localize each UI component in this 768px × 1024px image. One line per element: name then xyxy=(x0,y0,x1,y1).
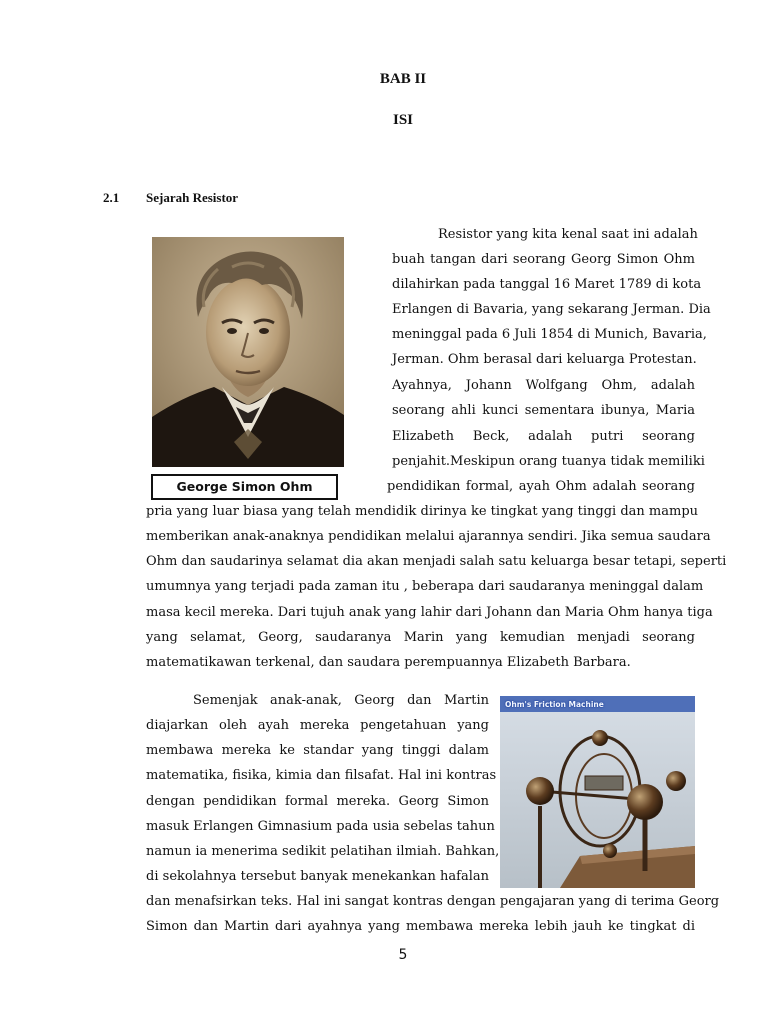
text-line: masa kecil mereka. Dari tujuh anak yang lahir dari Johann dan Maria Ohm hanya tiga xyxy=(146,605,713,620)
text-line: matematika, fisika, kimia dan filsafat. Hal ini kontras xyxy=(146,768,497,783)
text-line: umumnya yang terjadi pada zaman itu , beberapa dari saudaranya meninggal dalam xyxy=(146,579,704,594)
text-line: namun ia menerima sedikit pelatihan ilmiah. Bahkan, xyxy=(146,844,500,859)
friction-machine-photo xyxy=(500,696,695,888)
text-line: Ayahnya, Johann Wolfgang Ohm, adalah xyxy=(392,378,695,393)
text-line: di sekolahnya tersebut banyak menekankan hafalan xyxy=(146,869,489,884)
text-line: matematikawan terkenal, dan saudara perempuannya Elizabeth Barbara. xyxy=(146,655,631,670)
text-line: Ohm dan saudarinya selamat dia akan menjadi salah satu keluarga besar tetapi, seperti xyxy=(146,554,727,569)
chapter-heading: BAB II xyxy=(379,71,427,87)
text-line: penjahit.Meskipun orang tuanya tidak memiliki xyxy=(392,454,705,469)
text-line: dilahirkan pada tanggal 16 Maret 1789 di kota xyxy=(392,277,702,292)
text-line: memberikan anak-anaknya pendidikan melalui ajarannya sendiri. Jika semua saudara xyxy=(146,529,711,544)
machine-photo-label: Ohm's Friction Machine xyxy=(505,700,604,709)
text-line: Resistor yang kita kenal saat ini adalah xyxy=(438,227,698,242)
text-line: Simon dan Martin dari ayahnya yang membawa mereka lebih jauh ke tingkat di xyxy=(146,919,695,934)
text-line: masuk Erlangen Gimnasium pada usia sebelas tahun xyxy=(146,819,495,834)
portrait-caption: George Simon Ohm xyxy=(151,474,338,500)
text-line: Erlangen di Bavaria, yang sekarang Jerman. Dia xyxy=(392,302,711,317)
text-line: dan menafsirkan teks. Hal ini sangat kontras dengan pengajaran yang di terima Georg xyxy=(146,894,720,909)
text-line: Jerman. Ohm berasal dari keluarga Protestan. xyxy=(392,352,697,367)
text-line: Semenjak anak-anak, Georg dan Martin xyxy=(193,693,489,708)
text-line: seorang ahli kunci sementara ibunya, Maria xyxy=(392,403,695,418)
chapter-title: ISI xyxy=(392,112,414,128)
section-title: Sejarah Resistor xyxy=(146,190,239,205)
text-line: meninggal pada 6 Juli 1854 di Munich, Bavaria, xyxy=(392,327,707,342)
section-number: 2.1 xyxy=(103,190,120,205)
text-line: pria yang luar biasa yang telah mendidik dirinya ke tingkat yang tinggi dan mampu xyxy=(146,504,699,519)
text-line: Elizabeth Beck, adalah putri seorang xyxy=(392,429,695,444)
page-number: 5 xyxy=(398,947,408,963)
text-line: pendidikan formal, ayah Ohm adalah seorang xyxy=(387,479,695,494)
text-line: dengan pendidikan formal mereka. Georg Simon xyxy=(146,794,489,809)
text-line: yang selamat, Georg, saudaranya Marin yang kemudian menjadi seorang xyxy=(146,630,695,645)
text-line: membawa mereka ke standar yang tinggi dalam xyxy=(146,743,489,758)
ohm-portrait-photo xyxy=(152,237,344,467)
text-line: buah tangan dari seorang Georg Simon Ohm xyxy=(392,252,695,267)
text-line: diajarkan oleh ayah mereka pengetahuan yang xyxy=(146,718,489,733)
